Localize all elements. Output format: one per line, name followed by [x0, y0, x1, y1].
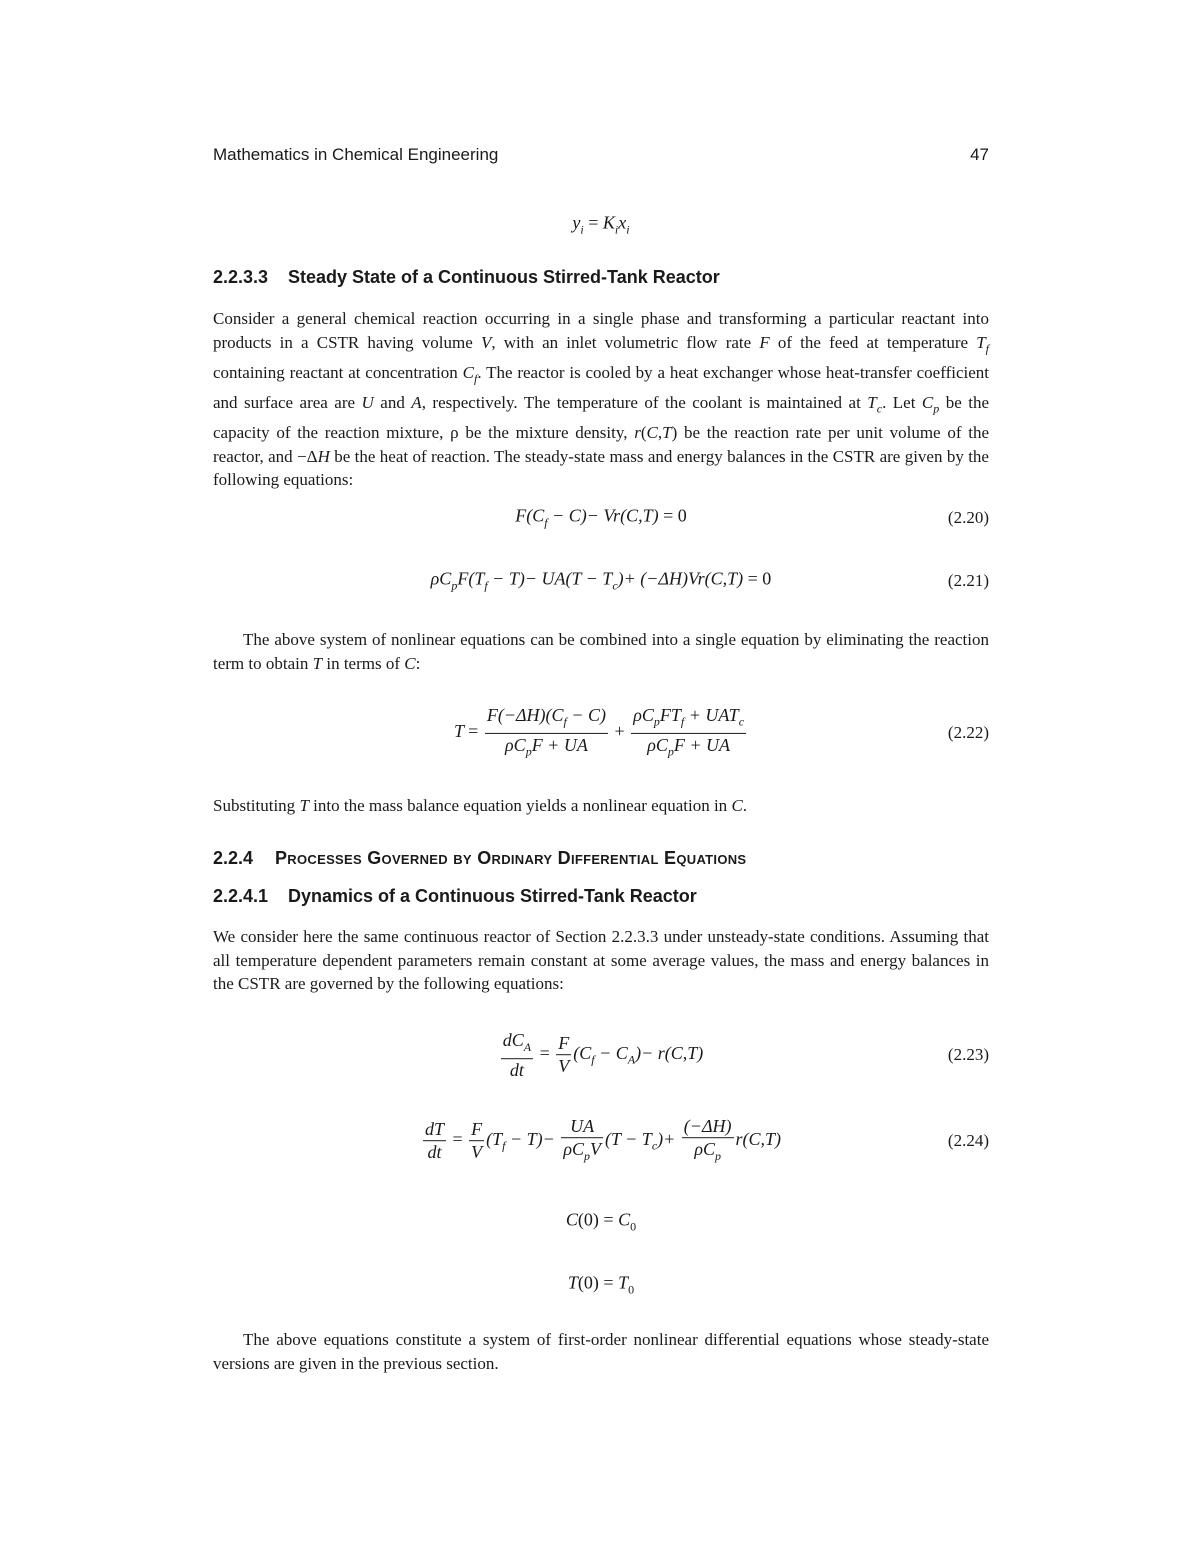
section-heading-2241 — [213, 886, 697, 907]
equation-2-23 — [213, 1030, 989, 1080]
text-run: , respectively. The temperature of the coolant is maintained at — [421, 392, 868, 412]
text-run: Substituting — [213, 796, 300, 815]
text-run: , with an inlet volumetric flow rate — [491, 332, 760, 352]
equation-2-20 — [213, 498, 989, 538]
equation-yk-body: $y_i = K_ix_i$ — [572, 212, 630, 237]
paragraph-conclusion — [213, 1328, 989, 1375]
section-number: 2.2.4.1 — [213, 886, 269, 906]
equation-number: (2.23) — [947, 1045, 989, 1064]
equation-2-22 — [213, 705, 989, 761]
text-run: and — [373, 392, 412, 412]
equation-2-20-body: $F(C_f - C)- Vr(C,T) = 0$ — [515, 505, 687, 530]
text-run: We consider here the same continuous reactor of Section 2.2.3.3 under unsteady-state conditions. Assuming that all temperature dependent parameters remain constant at some average values, the mass and energy balances in the CSTR are governed by the following equations: — [213, 927, 989, 994]
running-header — [213, 145, 989, 165]
section-heading-2233 — [213, 267, 720, 288]
text-run: be the reaction rate per unit volume of the reactor, and −Δ — [213, 422, 990, 466]
section-title: Processes Governed by Ordinary Differential Equations — [275, 848, 747, 868]
equation-number: (2.24) — [947, 1131, 989, 1150]
equation-initial-c-body: $C(0) = C_0$ — [565, 1209, 637, 1234]
text-run: be the heat of reaction. The steady-state mass and energy balances in the CSTR are given by the following equations: — [213, 446, 989, 490]
equation-2-21-body: $\rho C_pF(T_f - T)- UA(T - T_c)+ (-\Delta H)Vr(C,T) = 0$ — [430, 568, 772, 593]
text-run: . — [742, 796, 748, 815]
text-run: containing reactant at concentration — [213, 362, 463, 382]
text-run: Consider a general chemical reaction occurring in a single phase and transforming a particular reactant into products in a CSTR having volume — [213, 309, 989, 352]
equation-number: (2.20) — [947, 508, 989, 527]
equation-initial-t-body: $T(0) = T_0$ — [567, 1272, 635, 1297]
equation-initial-c — [213, 1202, 989, 1242]
equation-number: (2.21) — [947, 571, 989, 590]
text-run: The above equations constitute a system of first-order nonlinear differential equations whose steady-state versions are given in the previous section. — [213, 1330, 989, 1373]
equation-2-24 — [213, 1116, 989, 1166]
section-title: Steady State of a Continuous Stirred-Tank Reactor — [288, 267, 720, 287]
equation-number: (2.22) — [947, 723, 989, 742]
text-run: in terms of — [322, 653, 405, 673]
paragraph-dynamics — [213, 925, 989, 996]
equation-initial-t — [213, 1265, 989, 1305]
section-number: 2.2.4 — [213, 848, 254, 868]
section-number: 2.2.3.3 — [213, 267, 269, 287]
equation-2-22-body: T = $\frac{F(-\Delta H)(C_f - C)}{\rho C_pF + UA}$ + $\frac{\rho C_pFT_f + UAT_c}{\rho C_pF + UA}$ — [453, 704, 745, 759]
section-heading-224 — [213, 848, 746, 869]
text-run: of the feed at temperature — [769, 332, 977, 352]
text-run: be the capacity of the reaction mixture, ρ be the mixture density, — [213, 392, 989, 442]
running-title: Mathematics in Chemical Engineering — [213, 145, 499, 164]
section-title: Dynamics of a Continuous Stirred-Tank Reactor — [288, 886, 697, 906]
text-run: . Let — [882, 392, 922, 412]
paragraph-substituting: Substituting T into the mass balance equation yields a nonlinear equation in C. — [213, 796, 748, 815]
text-run: The above system of nonlinear equations can be combined into a single equation by eliminating the reaction term to obtain — [213, 630, 989, 673]
equation-2-23-body: $\frac{dC_A}{dt}$ = $\frac{F}{V}$ $(C_f - C_A)- r(C,T)$ — [502, 1030, 704, 1080]
text-run: into the mass balance equation yields a nonlinear equation in — [308, 796, 732, 815]
paragraph-cstr-intro: Consider a general chemical reaction occurring in a single phase and transforming a particular reactant into products in a CSTR having volume V, with an inlet volumetric flow rate F of the feed at temperature $T_f$ containing reactant at concentration $C_f$. The reactor is cooled by a heat exchanger whose heat-transfer coefficient and surface area are U and A, respectively. The temperature of the coolant is maintained at $T_c$. Let $C_p$ be the capacity of the reaction mixture, ρ be the mixture density, r(C,T) be the reaction rate per unit volume of the reactor, and −ΔH be the heat of reaction. The steady-state mass and energy balances in the CSTR are given by the following equations: — [213, 309, 990, 490]
equation-2-21 — [213, 561, 989, 601]
text-run: . The reactor is cooled by a heat exchanger whose heat-transfer coefficient and surface area are — [213, 362, 989, 412]
paragraph-combine: The above system of nonlinear equations can be combined into a single equation by eliminating the reaction term to obtain T in terms of C: — [213, 630, 989, 673]
equation-2-24-body: $\frac{dT}{dt}$ = $\frac{F}{V}$ $(T_f - T)-$ $\frac{UA}{\rho C_pV}$ $(T - T_c)+$ $\frac{(-\Delta H)}{\rho C_p}$ r(C,T) — [424, 1116, 782, 1163]
page-number: 47 — [970, 145, 989, 164]
equation-yk — [213, 205, 989, 245]
text-run: : — [415, 653, 421, 673]
